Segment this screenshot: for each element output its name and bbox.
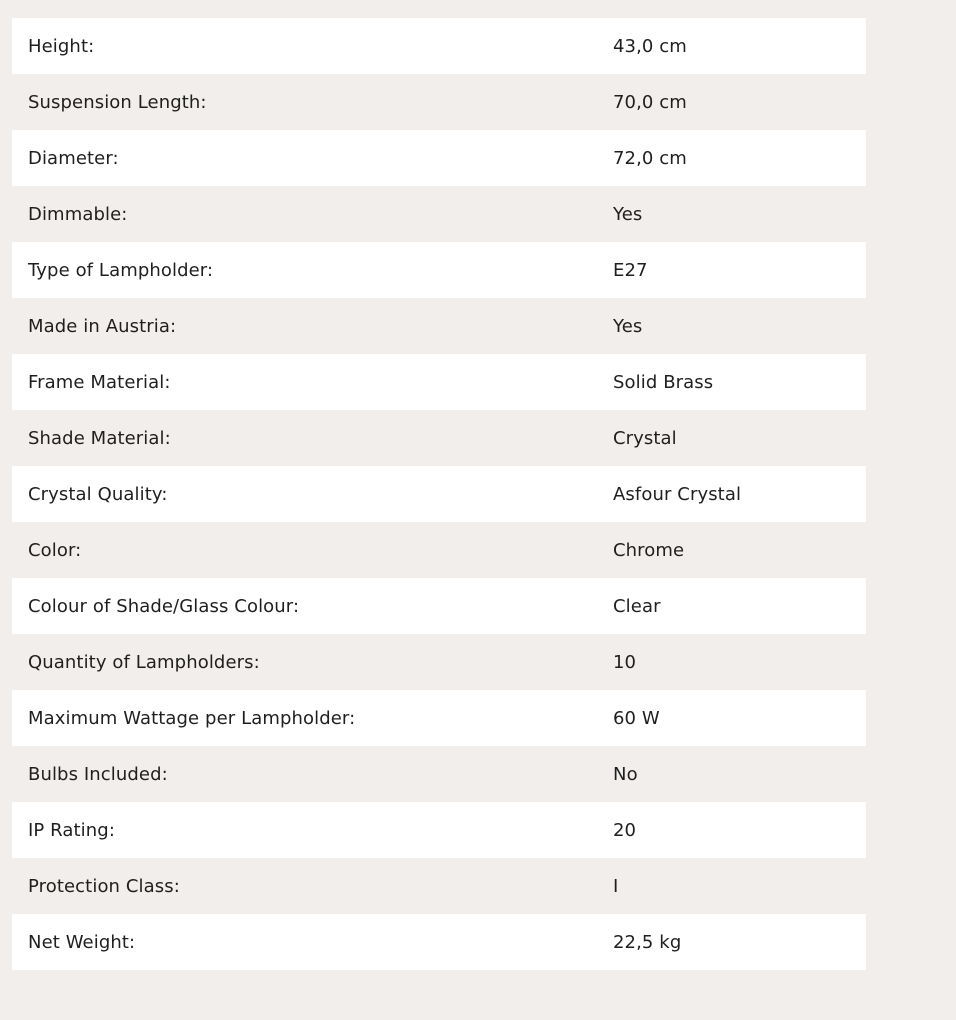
spec-label: Maximum Wattage per Lampholder: (28, 707, 356, 729)
spec-value: Yes (613, 315, 643, 337)
spec-row-frame-material (12, 354, 866, 410)
spec-label: Protection Class: (28, 875, 180, 897)
spec-row-ip-rating (12, 802, 866, 858)
spec-label: IP Rating: (28, 819, 115, 841)
spec-row-protection-class (12, 858, 866, 914)
spec-row-made-in-austria (12, 298, 866, 354)
spec-row-quantity-lampholders (12, 634, 866, 690)
spec-row-diameter (12, 130, 866, 186)
spec-row-suspension-length (12, 74, 866, 130)
spec-value: 60 W (613, 707, 660, 729)
spec-row-net-weight (12, 914, 866, 970)
spec-value: I (613, 875, 619, 897)
spec-row-height (12, 18, 866, 74)
spec-value: Solid Brass (613, 371, 714, 393)
spec-label: Dimmable: (28, 203, 128, 225)
spec-label: Type of Lampholder: (28, 259, 214, 281)
spec-label: Suspension Length: (28, 91, 207, 113)
spec-value: 22,5 kg (613, 931, 682, 953)
spec-value: Asfour Crystal (613, 483, 742, 505)
spec-row-crystal-quality (12, 466, 866, 522)
spec-value: 43,0 cm (613, 35, 687, 57)
spec-label: Crystal Quality: (28, 483, 168, 505)
spec-label: Colour of Shade/Glass Colour: (28, 595, 300, 617)
spec-value: Crystal (613, 427, 677, 449)
spec-row-max-wattage (12, 690, 866, 746)
spec-label: Height: (28, 35, 95, 57)
spec-label: Net Weight: (28, 931, 136, 953)
spec-value: No (613, 763, 638, 785)
spec-row-dimmable (12, 186, 866, 242)
spec-value: Yes (613, 203, 643, 225)
spec-value: 70,0 cm (613, 91, 687, 113)
spec-row-color (12, 522, 866, 578)
spec-label: Diameter: (28, 147, 119, 169)
spec-row-bulbs-included (12, 746, 866, 802)
spec-label: Color: (28, 539, 82, 561)
spec-label: Made in Austria: (28, 315, 177, 337)
spec-value: 72,0 cm (613, 147, 687, 169)
spec-value: 10 (613, 651, 637, 673)
spec-value: 20 (613, 819, 637, 841)
spec-label: Shade Material: (28, 427, 171, 449)
spec-row-shade-material (12, 410, 866, 466)
spec-row-lampholder-type (12, 242, 866, 298)
specifications-table (12, 18, 866, 970)
spec-value: E27 (613, 259, 648, 281)
spec-value: Clear (613, 595, 661, 617)
spec-row-shade-glass-colour (12, 578, 866, 634)
spec-label: Frame Material: (28, 371, 171, 393)
spec-label: Bulbs Included: (28, 763, 168, 785)
spec-value: Chrome (613, 539, 685, 561)
spec-label: Quantity of Lampholders: (28, 651, 260, 673)
